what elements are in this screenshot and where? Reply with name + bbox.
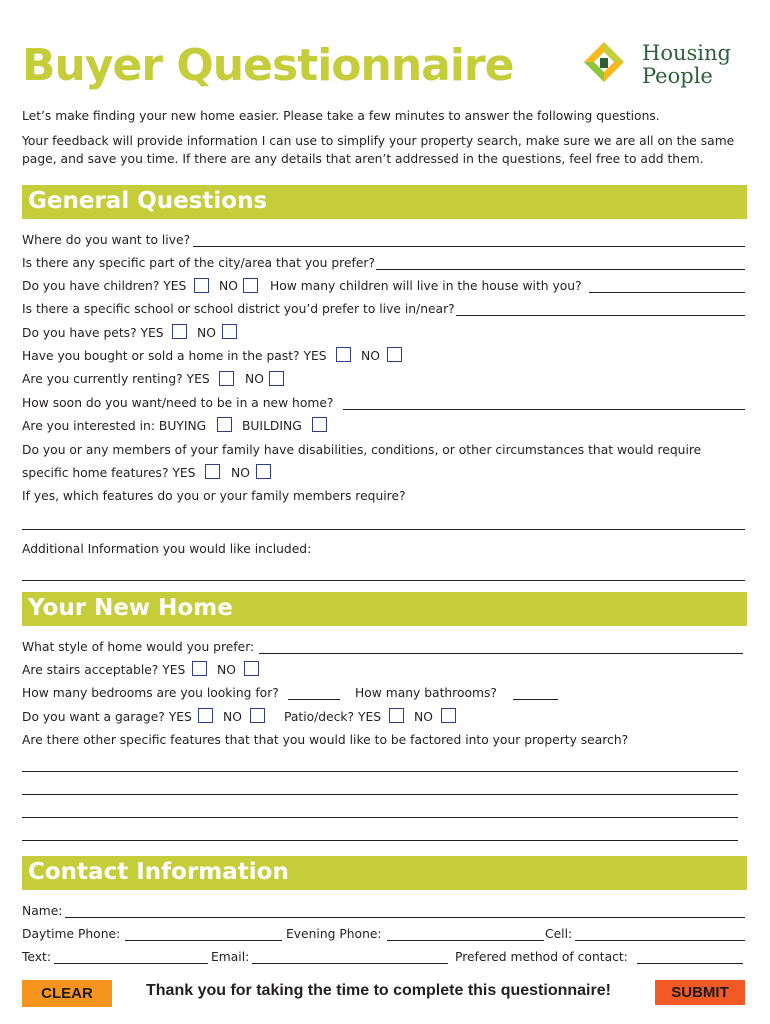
bought-sold-yes-checkbox[interactable] xyxy=(336,347,351,362)
q-bought-sold: Have you bought or sold a home in the past? YES xyxy=(22,349,327,363)
q-additional: Additional Information you would like included: xyxy=(22,542,312,556)
buying-checkbox[interactable] xyxy=(217,417,232,432)
patio-no-label: NO xyxy=(414,710,433,724)
submit-button[interactable]: SUBMIT xyxy=(655,980,745,1005)
q-specific-features: specific home features? YES xyxy=(22,466,196,480)
children-no-label: NO xyxy=(219,279,238,293)
q-interested: Are you interested in: BUYING xyxy=(22,419,207,433)
bathrooms-input[interactable] xyxy=(513,698,558,700)
renting-no-label: NO xyxy=(245,372,264,386)
text-label: Text: xyxy=(22,950,52,964)
q-which-features: If yes, which features do you or your family members require? xyxy=(22,489,406,503)
where-live-input[interactable] xyxy=(193,245,745,247)
q-specific-part: Is there any specific part of the city/area that you prefer? xyxy=(22,256,376,270)
clear-button[interactable]: CLEAR xyxy=(22,980,112,1007)
section-your-new-home xyxy=(22,592,747,626)
pets-yes-checkbox[interactable] xyxy=(172,324,187,339)
how-soon-input[interactable] xyxy=(343,408,745,410)
name-label: Name: xyxy=(22,904,63,918)
q-other-features: Are there other specific features that that you would like to be factored into your property search? xyxy=(22,733,629,747)
garage-yes-checkbox[interactable] xyxy=(198,708,213,723)
renting-yes-checkbox[interactable] xyxy=(219,371,234,386)
stairs-no-checkbox[interactable] xyxy=(244,661,259,676)
email-label: Email: xyxy=(211,950,250,964)
q-children: Do you have children? YES xyxy=(22,279,187,293)
q-bathrooms: How many bathrooms? xyxy=(355,686,497,700)
intro-line-3: page, and save you time. If there are any details that aren’t addressed in the questions, feel free to add them. xyxy=(22,152,704,166)
garage-no-label: NO xyxy=(223,710,242,724)
q-disabilities: Do you or any members of your family have disabilities, conditions, or other circumstances that would require xyxy=(22,443,702,457)
children-no-checkbox[interactable] xyxy=(243,278,258,293)
logo-text-people: People xyxy=(642,64,713,88)
housing-people-logo xyxy=(582,38,742,100)
bedrooms-input[interactable] xyxy=(288,698,340,700)
evening-phone-input[interactable] xyxy=(387,939,544,941)
q-pets: Do you have pets? YES xyxy=(22,326,164,340)
page-title: Buyer Questionnaire xyxy=(22,40,514,91)
cell-label: Cell: xyxy=(545,927,573,941)
bought-sold-no-checkbox[interactable] xyxy=(387,347,402,362)
features-no-label: NO xyxy=(231,466,250,480)
q-patio: Patio/deck? YES xyxy=(284,710,382,724)
garage-no-checkbox[interactable] xyxy=(250,708,265,723)
patio-yes-checkbox[interactable] xyxy=(389,708,404,723)
logo-text-housing: Housing xyxy=(642,41,731,65)
q-how-soon: How soon do you want/need to be in a new home? xyxy=(22,396,334,410)
features-no-checkbox[interactable] xyxy=(256,464,271,479)
preferred-contact-input[interactable] xyxy=(637,962,743,964)
how-many-children-input[interactable] xyxy=(589,291,745,293)
building-label: BUILDING xyxy=(242,419,302,433)
intro-line-1: Let’s make finding your new home easier. Please take a few minutes to answer the following questions. xyxy=(22,109,660,123)
stairs-yes-checkbox[interactable] xyxy=(192,661,207,676)
evening-phone-label: Evening Phone: xyxy=(286,927,382,941)
children-yes-checkbox[interactable] xyxy=(194,278,209,293)
renting-no-checkbox[interactable] xyxy=(269,371,284,386)
bought-sold-no-label: NO xyxy=(361,349,380,363)
name-input[interactable] xyxy=(65,916,745,918)
thank-you-message: Thank you for taking the time to complete this questionnaire! xyxy=(146,982,611,999)
q-how-many-children: How many children will live in the house with you? xyxy=(270,279,582,293)
q-stairs: Are stairs acceptable? YES xyxy=(22,663,186,677)
q-garage: Do you want a garage? YES xyxy=(22,710,192,724)
section-title: Your New Home xyxy=(28,595,233,621)
daytime-phone-input[interactable] xyxy=(125,939,282,941)
pets-no-checkbox[interactable] xyxy=(222,324,237,339)
section-contact-information xyxy=(22,856,747,890)
section-general-questions xyxy=(22,185,747,219)
stairs-no-label: NO xyxy=(217,663,236,677)
q-renting: Are you currently renting? YES xyxy=(22,372,210,386)
features-yes-checkbox[interactable] xyxy=(205,464,220,479)
q-style: What style of home would you prefer: xyxy=(22,640,255,654)
other-features-line-3[interactable] xyxy=(22,816,738,818)
q-bedrooms: How many bedrooms are you looking for? xyxy=(22,686,279,700)
section-title: General Questions xyxy=(28,188,268,214)
intro-line-2: Your feedback will provide information I can use to simplify your property search, make sure we are all on the same xyxy=(22,134,735,148)
other-features-line-4[interactable] xyxy=(22,839,738,841)
style-input[interactable] xyxy=(259,652,743,654)
building-checkbox[interactable] xyxy=(312,417,327,432)
other-features-line-2[interactable] xyxy=(22,793,738,795)
house-leaf-icon xyxy=(582,40,626,84)
daytime-phone-label: Daytime Phone: xyxy=(22,927,121,941)
pets-no-label: NO xyxy=(197,326,216,340)
other-features-line-1[interactable] xyxy=(22,770,738,772)
which-features-input[interactable] xyxy=(22,528,745,530)
patio-no-checkbox[interactable] xyxy=(441,708,456,723)
specific-part-input[interactable] xyxy=(376,268,745,270)
additional-info-input[interactable] xyxy=(22,579,745,581)
q-school: Is there a specific school or school district you’d prefer to live in/near? xyxy=(22,302,455,316)
text-input[interactable] xyxy=(54,962,208,964)
email-input[interactable] xyxy=(252,962,448,964)
section-title: Contact Information xyxy=(28,859,289,885)
cell-input[interactable] xyxy=(575,939,745,941)
preferred-contact-label: Prefered method of contact: xyxy=(455,950,628,964)
q-where-live: Where do you want to live? xyxy=(22,233,191,247)
school-input[interactable] xyxy=(456,314,745,316)
